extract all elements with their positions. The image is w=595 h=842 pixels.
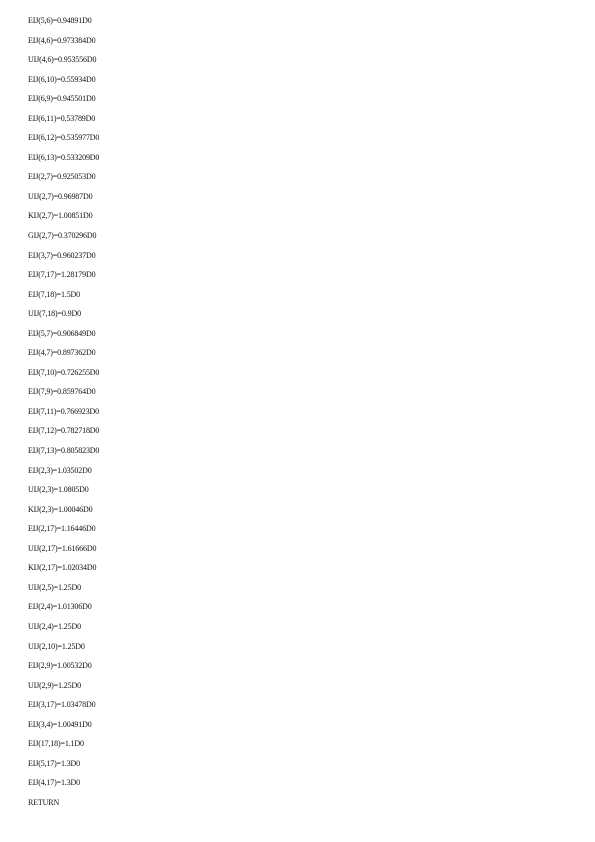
- code-line: UIJ(2,7)=0.96987D0: [28, 191, 93, 201]
- code-line: RETURN: [28, 797, 60, 807]
- code-line: EIJ(3,7)=0.960237D0: [28, 250, 96, 260]
- code-listing: [28, 16, 99, 817]
- code-line: EIJ(5,6)=0.94891D0: [28, 16, 92, 25]
- code-line: EIJ(2,9)=1.00532D0: [28, 661, 92, 671]
- code-line: EIJ(5,7)=0.906849D0: [28, 328, 96, 338]
- code-line: EIJ(2,7)=0.925053D0: [28, 172, 96, 182]
- code-line: UIJ(2,10)=1.25D0: [28, 641, 85, 651]
- code-line: EIJ(7,12)=0.782718D0: [28, 426, 100, 436]
- code-line: UIJ(7,18)=0.9D0: [28, 309, 81, 319]
- code-line: EIJ(6,10)=0.55934D0: [28, 74, 96, 84]
- code-line: EIJ(3,17)=1.03478D0: [28, 700, 96, 710]
- code-line: EIJ(7,9)=0.859764D0: [28, 387, 96, 397]
- code-line: EIJ(2,4)=1.01306D0: [28, 602, 92, 612]
- code-line: UIJ(2,9)=1.25D0: [28, 680, 81, 690]
- code-line: EIJ(6,9)=0.945501D0: [28, 94, 96, 104]
- code-line: UIJ(2,4)=1.25D0: [28, 621, 81, 631]
- code-line: KIJ(2,3)=1.00046D0: [28, 504, 93, 514]
- code-line: EIJ(5,17)=1.3D0: [28, 758, 81, 768]
- code-line: EIJ(7,10)=0.726255D0: [28, 367, 100, 377]
- code-line: UIJ(4,6)=0.953556D0: [28, 55, 97, 65]
- code-line: EIJ(7,17)=1.28179D0: [28, 270, 96, 280]
- code-line: EIJ(7,13)=0.805823D0: [28, 446, 100, 456]
- code-line: EIJ(7,11)=0.766923D0: [28, 406, 99, 416]
- code-line: EIJ(7,18)=1.5D0: [28, 289, 81, 299]
- code-line: UIJ(2,3)=1.0805D0: [28, 485, 89, 495]
- code-line: EIJ(4,17)=1.3D0: [28, 778, 81, 788]
- code-line: GIJ(2,7)=0.370296D0: [28, 231, 97, 241]
- code-line: EIJ(17,18)=1.1D0: [28, 739, 84, 749]
- code-line: EIJ(3,4)=1.00491D0: [28, 719, 92, 729]
- code-line: EIJ(6,12)=0.535977D0: [28, 133, 100, 143]
- code-line: EIJ(6,11)=0.53789D0: [28, 113, 96, 123]
- code-line: EIJ(4,6)=0.973384D0: [28, 35, 96, 45]
- code-line: UIJ(2,5)=1.25D0: [28, 582, 81, 592]
- code-line: KIJ(2,17)=1.02034D0: [28, 563, 97, 573]
- code-line: EIJ(6,13)=0.533209D0: [28, 152, 100, 162]
- code-line: KIJ(2,7)=1.00851D0: [28, 211, 93, 221]
- code-line: EIJ(2,3)=1.03502D0: [28, 465, 92, 475]
- code-line: EIJ(2,17)=1.16446D0: [28, 524, 96, 534]
- code-line: EIJ(4,7)=0.897362D0: [28, 348, 96, 358]
- code-line: UIJ(2,17)=1.61666D0: [28, 543, 97, 553]
